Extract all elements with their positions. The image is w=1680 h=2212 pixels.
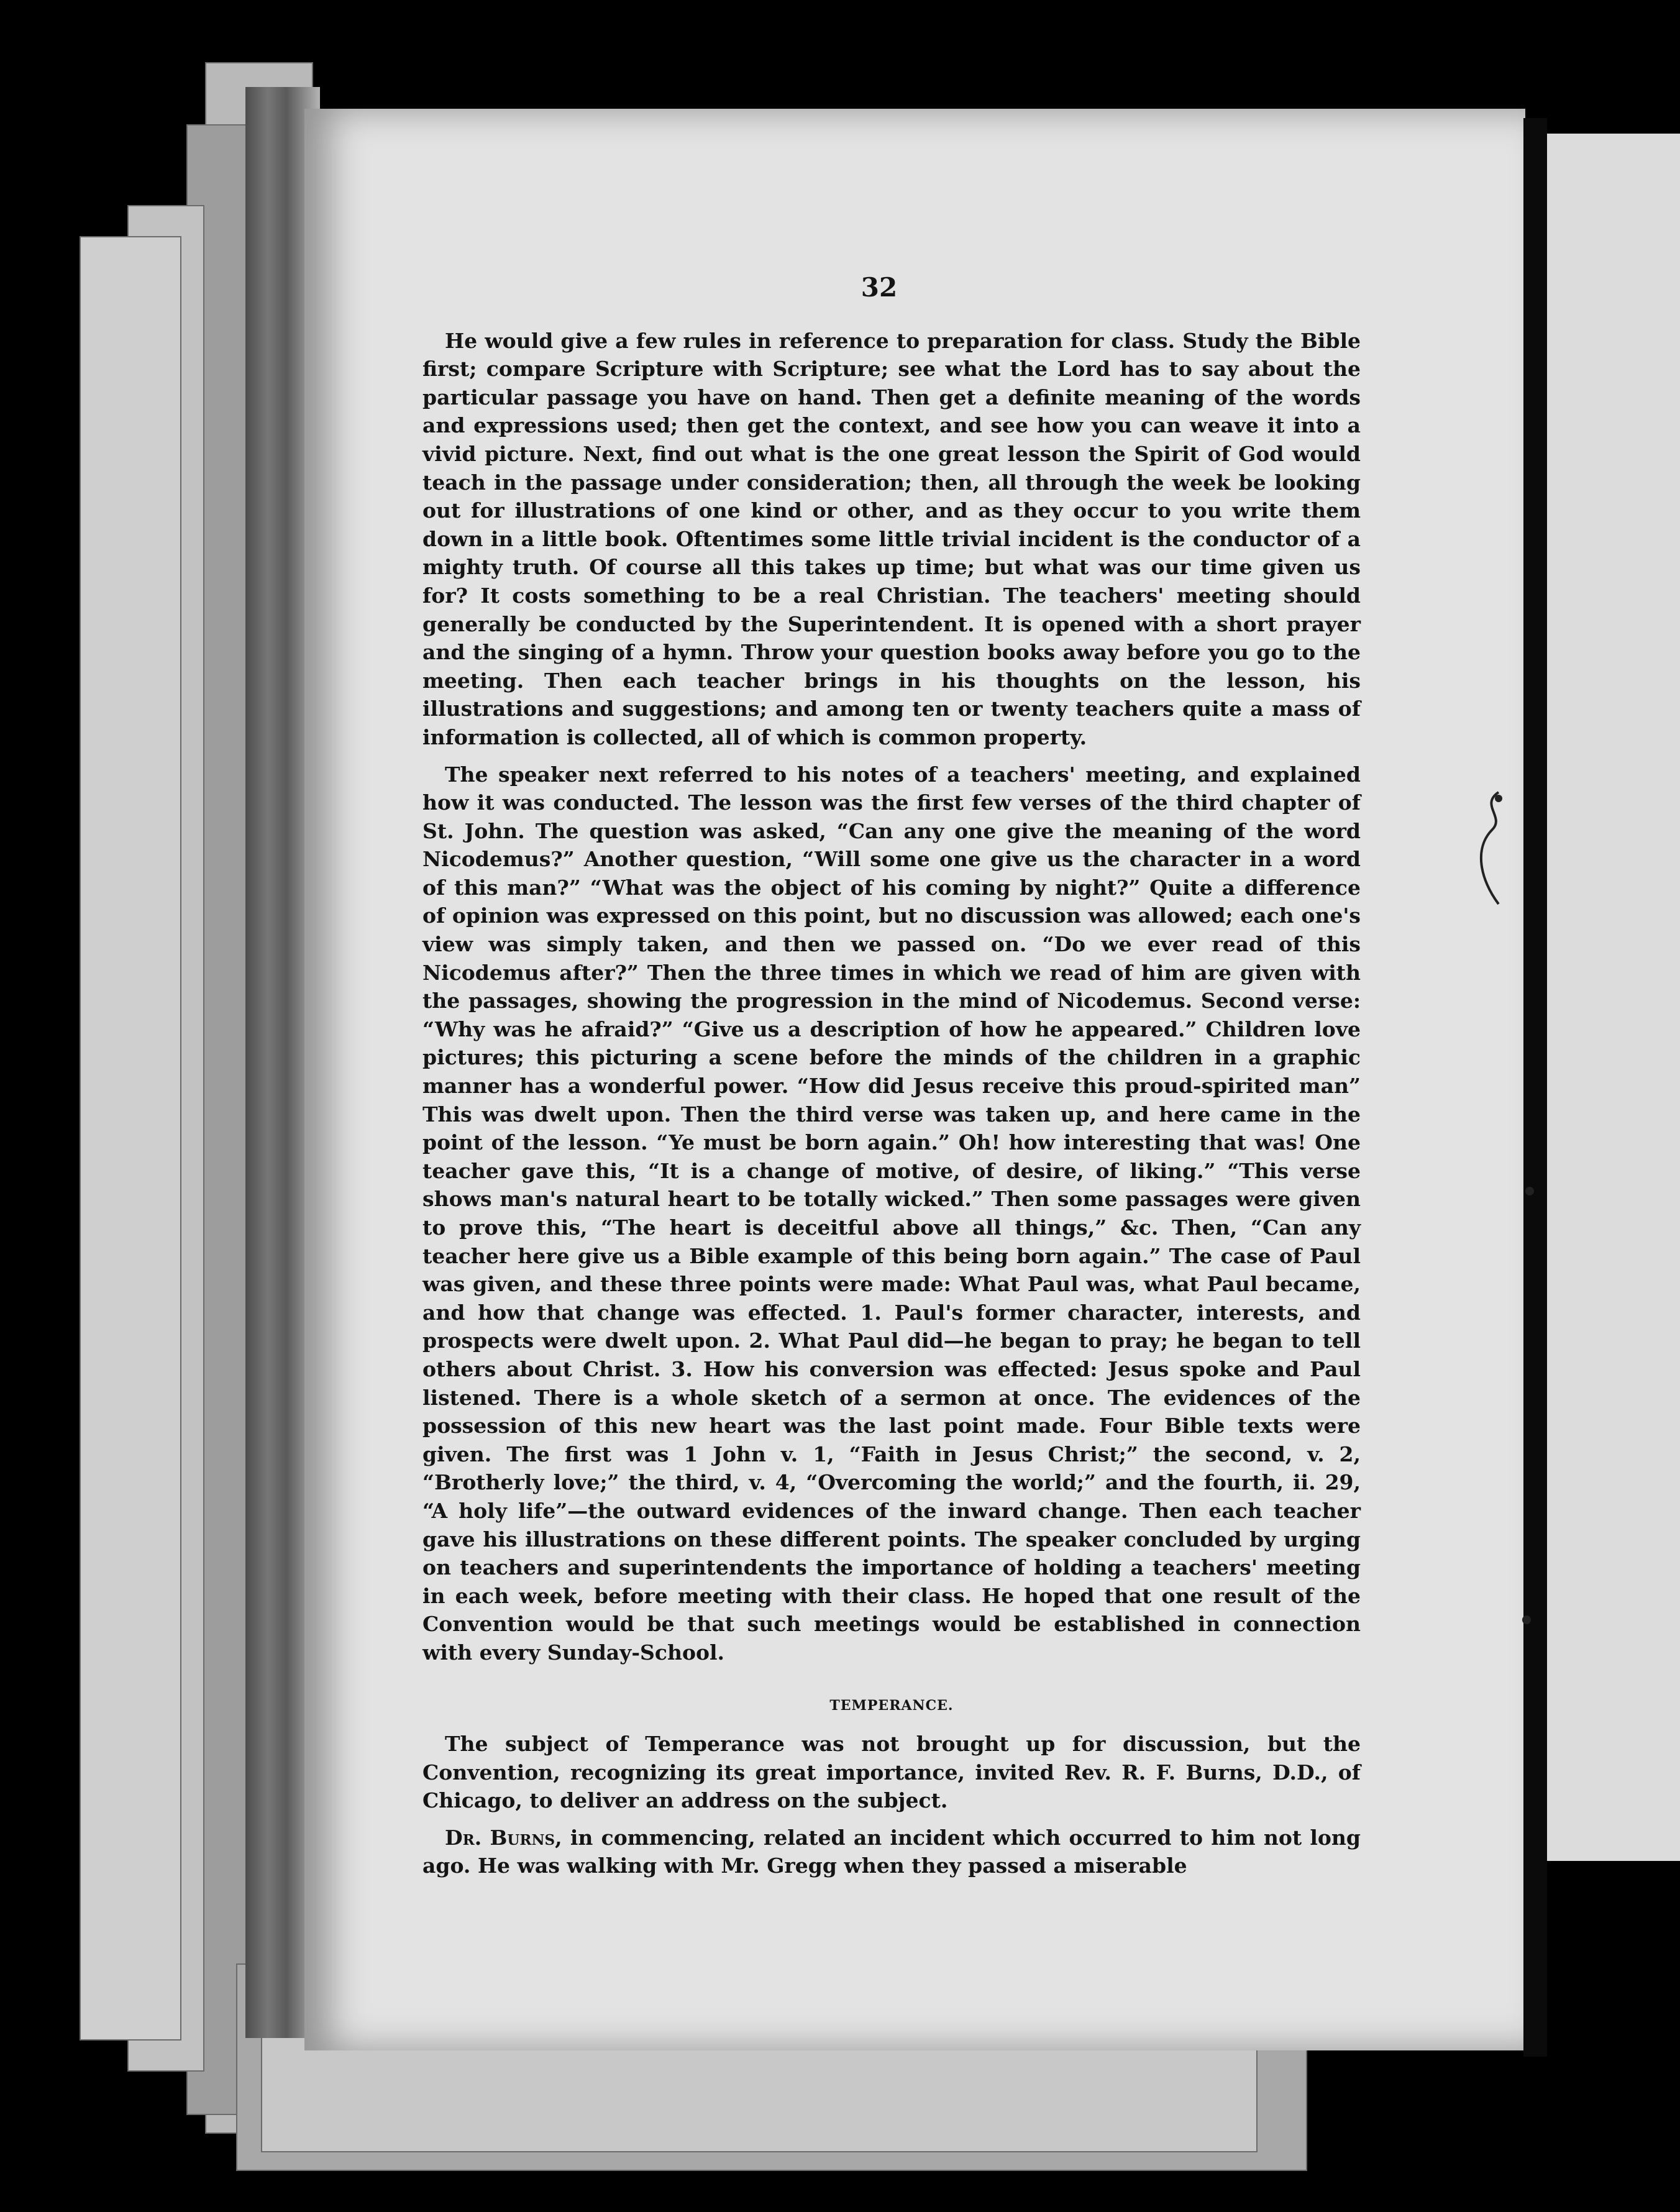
paragraph: The subject of Temperance was not brought up for discussion, but the Convention, recognizing its great importance, invited Rev. R. F. Burns, D.D., of Chicago, to deliver an address on the subject. bbox=[422, 1732, 1361, 1813]
page-stack-edge bbox=[80, 236, 181, 2041]
adjacent-page bbox=[1547, 134, 1680, 1861]
section-heading: TEMPERANCE. bbox=[829, 1697, 954, 1714]
paragraph-text: in commencing, related an incident which occurred to him not long ago. He was walking with Mr. Gregg when they passed a miserable bbox=[422, 1825, 1361, 1878]
paragraph: He would give a few rules in reference to preparation for class. Study the Bible first; compare Scripture with Scripture; see what the Lord has to say about the particular passage you have on hand. Then get a definite meaning of the words and expressions used; then get the context, and see how you can weave it into a vivid picture. Next, find out what is the one great lesson the Spirit of God would teach in the passage under consideration; then, all through the week be looking out for illustrations of one kind or other, and as they occur to you write them down in a little book. Oftentimes some little trivial incident is the conductor of a mighty truth. Of course all this takes up time; but what was our time given us for? It costs something to be a real Christian. The teachers' meeting should generally be conducted by the Superintendent. It is opened with a short prayer and the singing of a hymn. Throw your question books away before you go to the meeting. Then each teacher brings in his thoughts on the lesson, his illustrations and suggestions; and among ten or twenty teachers quite a mass of information is collected, all of which is common property. bbox=[422, 328, 1361, 749]
binding-hole bbox=[1522, 1616, 1531, 1624]
paragraph bbox=[422, 1824, 1361, 1880]
page-text bbox=[422, 273, 1361, 1889]
binding-hole bbox=[1525, 1187, 1534, 1195]
page-gutter bbox=[1523, 118, 1547, 2057]
binding-clip-icon bbox=[1474, 786, 1511, 910]
speaker-name: Dr. Burns, bbox=[445, 1825, 562, 1850]
page-number: 32 bbox=[861, 272, 898, 303]
paragraph: The speaker next referred to his notes of a teachers' meeting, and explained how it was conducted. The lesson was the first few verses of the third chapter of St. John. The question was asked, “Can any one give the meaning of the word Nicodemus?” Another question, “Will some one give us the character in a word of this man?” “What was the object of his coming by night?” Quite a difference of opinion was expressed on this point, but no discussion was allowed; each one's view was simply taken, and then we passed on. “Do we ever read of this Nicodemus after?” Then the three times in which we read of him are given with the passages, showing the progression in the mind of Nicodemus. Second verse: “Why was he afraid?” “Give us a description of how he appeared.” Children love pictures; this picturing a scene before the minds of the children in a graphic manner has a wonderful power. “How did Jesus receive this proud-spirited man” This was dwelt upon. Then the third verse was taken up, and here came in the point of the lesson. “Ye must be born again.” Oh! how interesting that was! One teacher gave this, “It is a change of motive, of desire, of liking.” “This verse shows man's natural heart to be totally wicked.” Then some passages were given to prove this, “The heart is deceitful above all things,” &c. Then, “Can any teacher here give us a Bible example of this being born again.” The case of Paul was given, and these three points were made: What Paul was, what Paul became, and how that change was effected. 1. Paul's former character, interests, and prospects were dwelt upon. 2. What Paul did—he began to pray; he began to tell others about Christ. 3. How his conversion was effected: Jesus spoke and Paul listened. There is a whole sketch of a sermon at once. The evidences of the possession of this new heart was the last point made. Four Bible texts were given. The first was 1 John v. 1, “Faith in Jesus Christ;” the second, v. 2, “Brotherly love;” the third, v. 4, “Overcoming the world;” and the fourth, ii. 29, “A holy life”—the outward evidences of the inward change. Then each teacher gave his illustrations on these different points. The speaker concluded by urging on teachers and superintendents the importance of holding a teachers' meeting in each week, before meeting with their class. He hoped that one result of the Convention would be that such meetings would be established in connection with every Sunday-School. bbox=[422, 762, 1361, 1665]
